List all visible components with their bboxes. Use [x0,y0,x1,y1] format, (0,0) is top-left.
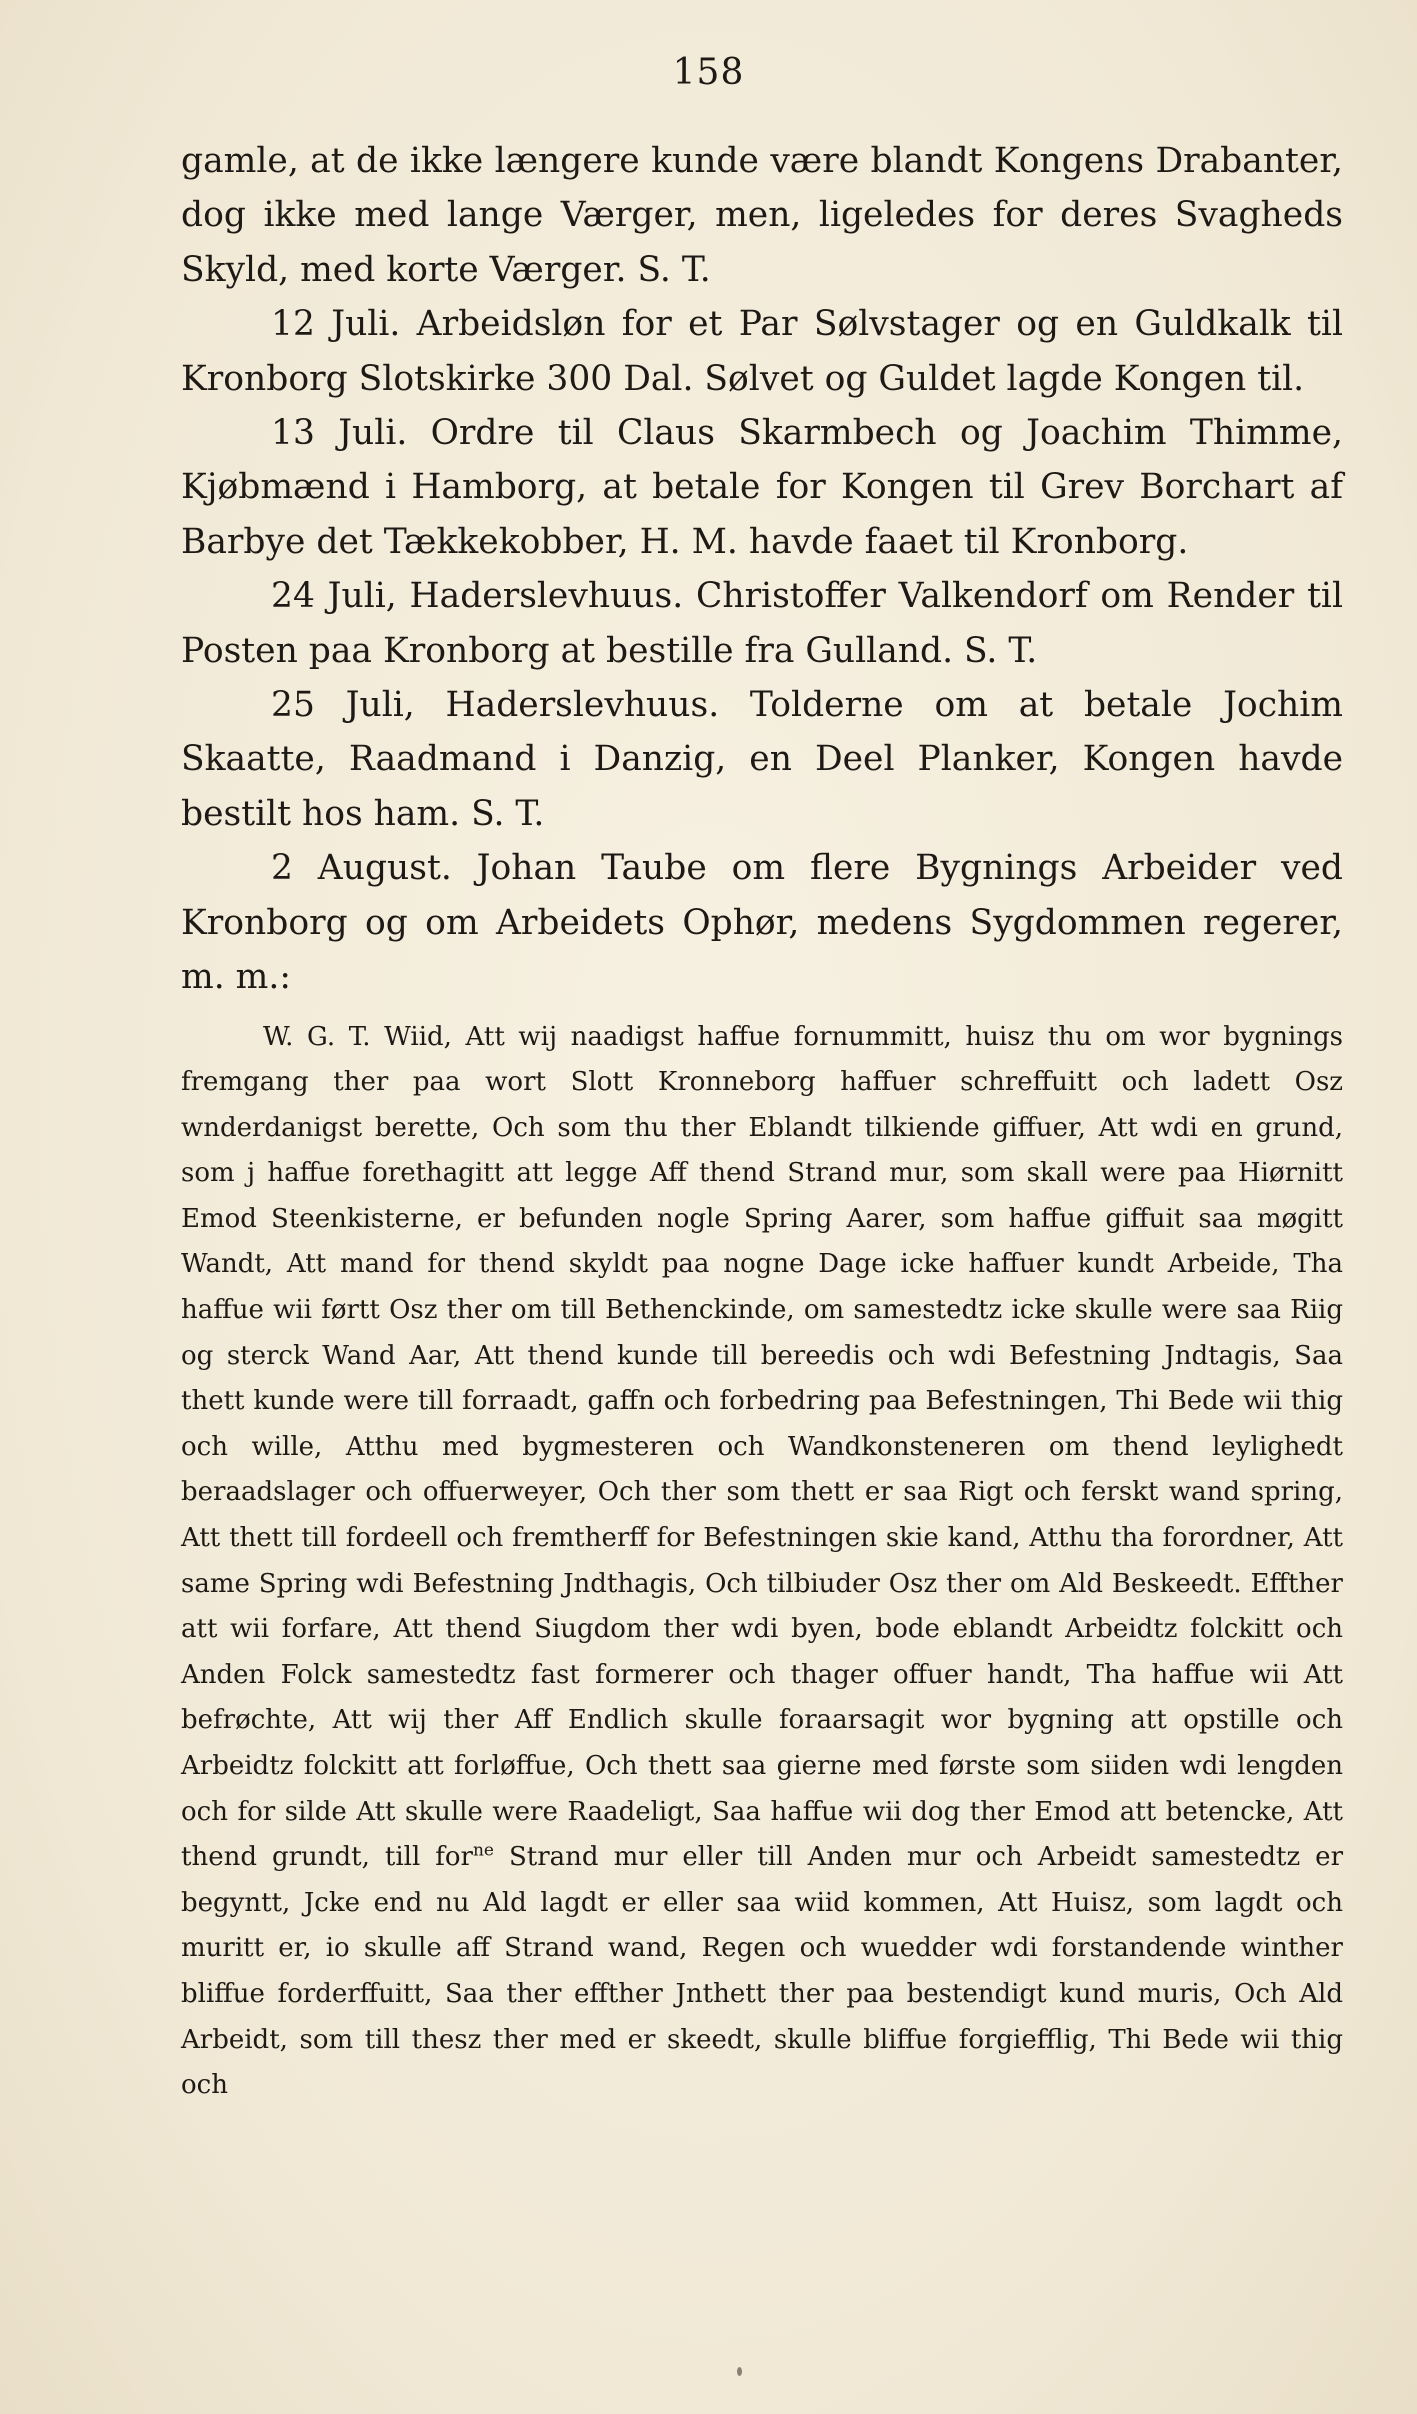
page-number: 158 [672,52,745,93]
paragraph-continuation: gamle, at de ikke længere kunde være blandt Kongens Drabanter, dog ikke med lange Værger, men, ligeledes for deres Svagheds Skyld, med korte Værger. S. T. [181,141,1343,290]
ink-speck [737,2367,742,2376]
quoted-letter [181,1015,1343,2109]
chronicle-entries [181,134,1343,1005]
letter-text-after: Strand mur eller till Anden mur och Arbeidt samestedtz er begyntt, Jcke end nu Ald lagdt er eller saa wiid kommen, Att Huisz, som lagdt och muritt er, io skulle aff Strand wand, Regen och wuedder wdi forstandende winther bliffue forderffuitt, Saa ther effther Jnthett ther paa bestendigt kund muris, Och Ald Arbeidt, som till thesz ther med er skeedt, skulle bliffue forgiefflig, Thi Bede wii thig och [181,1842,1343,2101]
body-text [181,134,1343,2109]
entry-13-juli: 13 Juli. Ordre til Claus Skarmbech og Joachim Thimme, Kjøbmænd i Hamborg, at betale for Kongen til Grev Borchart af Barbye det Tækkekobber, H. M. havde faaet til Kronborg. [181,413,1343,562]
entry-12-juli: 12 Juli. Arbeidsløn for et Par Sølvstager og en Guldkalk til Kronborg Slotskirke 300 Dal. Sølvet og Guldet lagde Kongen til. [181,304,1343,399]
entry-2-august: 2 August. Johan Taube om flere Bygnings Arbeider ved Kronborg og om Arbeidets Ophør, medens Sygdommen regerer, m. m.: [181,848,1343,998]
entry-24-juli: 24 Juli, Haderslevhuus. Christoffer Valkendorf om Render til Posten paa Kronborg at bestille fra Gulland. S. T. [181,576,1343,671]
letter-text [181,1015,1343,2109]
entry-25-juli: 25 Juli, Haderslevhuus. Tolderne om at betale Jochim Skaatte, Raadmand i Danzig, en Deel Planker, Kongen havde bestilt hos ham. S. T. [181,685,1343,834]
letter-superscript: ne [472,1840,494,1861]
letter-text-before: W. G. T. Wiid, Att wij naadigst haffue fornummitt, huisz thu om wor bygnings fremgang ther paa wort Slott Kronneborg haffuer schreffuitt och ladett Osz wnderdanigst berette, Och som thu ther Eblandt tilkiende giffuer, Att wdi en grund, som j haffue forethagitt att legge Aff thend Strand mur, som skall were paa Hiørnitt Emod Steenkisterne, er befunden nogle Spring Aarer, som haffue giffuit saa møgitt Wandt, Att mand for thend skyldt paa nogne Dage icke haffuer kundt Arbeide, Tha haffue wii førtt Osz ther om till Bethenckinde, om samestedtz icke skulle were saa Riig og sterck Wand Aar, Att thend kunde till bereedis och wdi Befestning Jndtagis, Saa thett kunde were till forraadt, gaffn och forbedring paa Befestningen, Thi Bede wii thig och wille, Atthu med bygmesteren och Wandkonsteneren om thend leylighedt beraadslager och offuerweyer, Och ther som thett er saa Rigt och ferskt wand spring, Att thett till fordeell och fremtherff for Befestningen skie kand, Atthu tha forordner, Att same Spring wdi Befestning Jndthagis, Och tilbiuder Osz ther om Ald Beskeedt. Effther att wii forfare, Att thend Siugdom ther wdi byen, bode eblandt Arbeidtz folckitt och Anden Folck samestedtz fast formerer och thager offuer handt, Tha haffue wii Att befrøchte, Att wij ther Aff Endlich skulle foraarsagit wor bygning att opstille och Arbeidtz folckitt att forløffue, Och thett saa gierne med første som siiden wdi lengden och for silde Att skulle were Raadeligt, Saa haffue wii dog ther Emod att betencke, Att thend grundt, till for [181,1021,1343,1873]
